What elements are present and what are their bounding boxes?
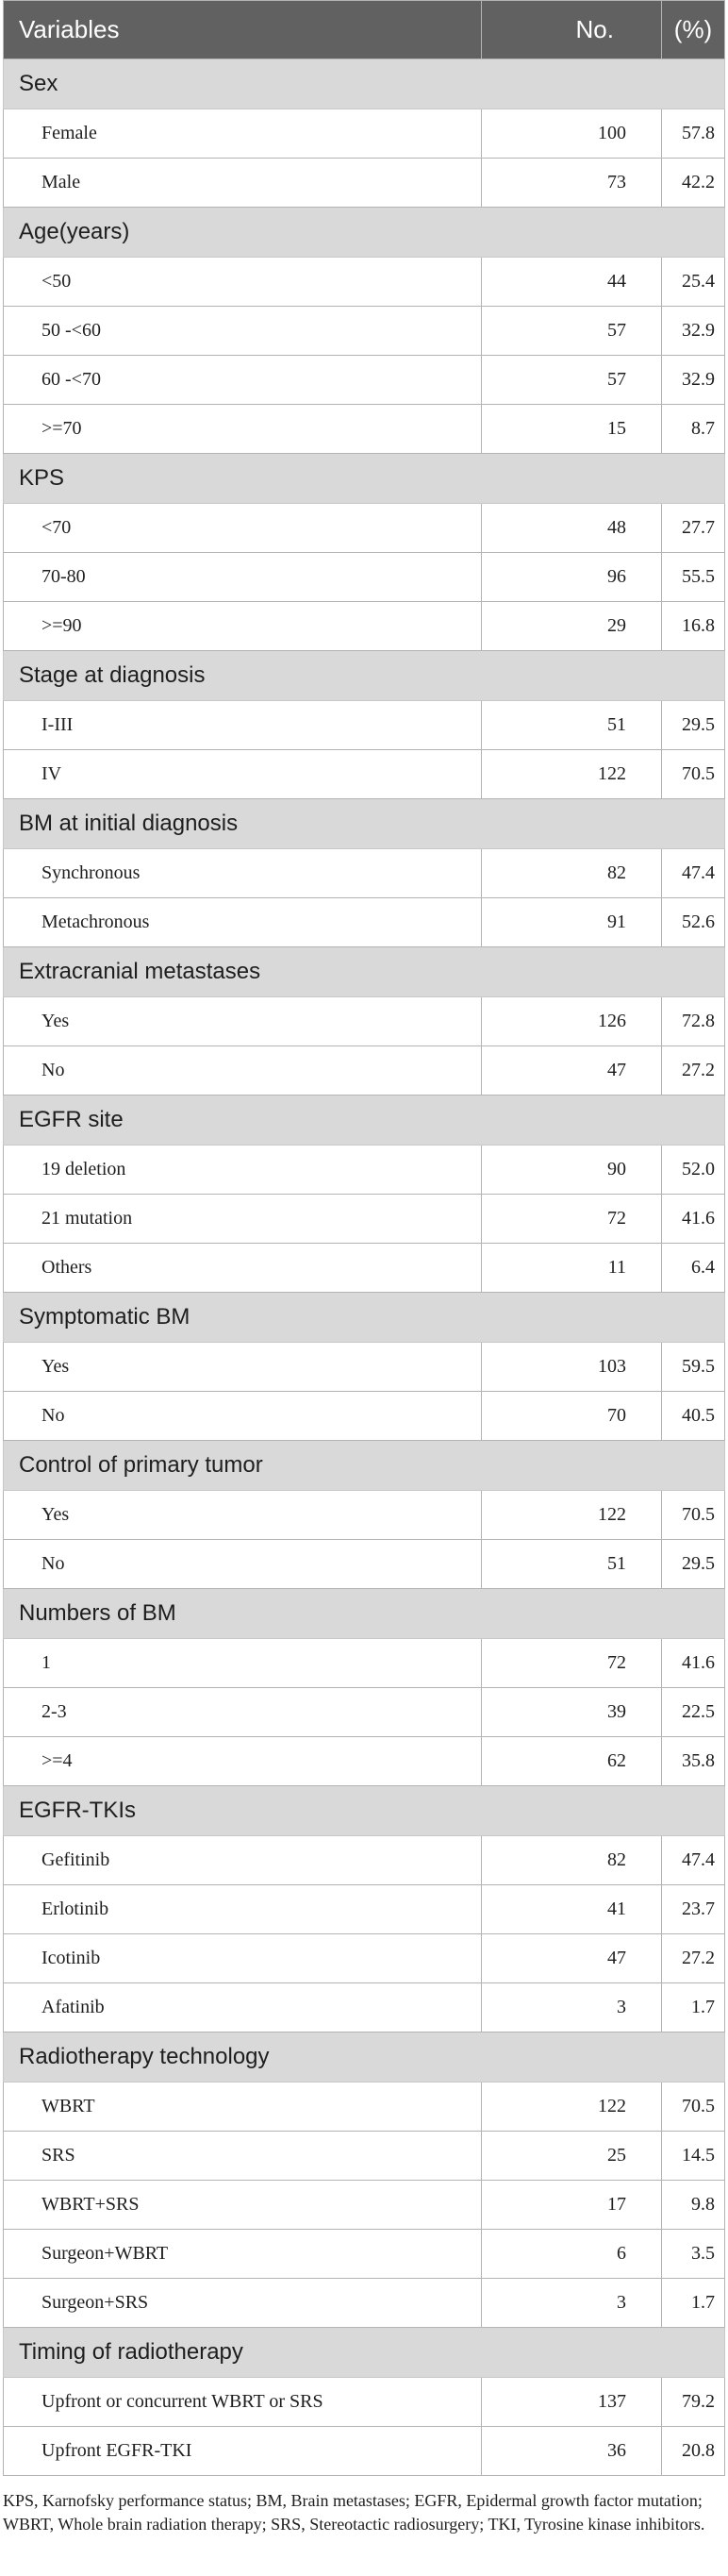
table-row [4, 1491, 725, 1540]
table-row [4, 1343, 725, 1392]
section-header-row [4, 799, 725, 849]
row-percent: 47.4 [662, 1836, 725, 1885]
row-count: 72 [482, 1195, 662, 1244]
row-count: 57 [482, 356, 662, 405]
row-count: 11 [482, 1244, 662, 1293]
data-table-container [3, 0, 724, 2476]
row-percent: 32.9 [662, 307, 725, 356]
row-count: 90 [482, 1146, 662, 1195]
row-label: Afatinib [4, 1983, 482, 2032]
section-header-row [4, 651, 725, 701]
row-percent: 40.5 [662, 1392, 725, 1441]
row-label: Yes [4, 1491, 482, 1540]
row-label: Others [4, 1244, 482, 1293]
table-row [4, 2279, 725, 2328]
row-percent: 35.8 [662, 1737, 725, 1786]
table-row [4, 553, 725, 602]
row-count: 36 [482, 2427, 662, 2476]
section-title: Radiotherapy technology [4, 2032, 725, 2083]
table-row [4, 849, 725, 898]
table-row [4, 1737, 725, 1786]
row-count: 6 [482, 2230, 662, 2279]
table-row [4, 1046, 725, 1096]
row-percent: 57.8 [662, 109, 725, 159]
table-row [4, 2083, 725, 2132]
section-header-row [4, 208, 725, 258]
table-row [4, 405, 725, 454]
row-count: 82 [482, 1836, 662, 1885]
row-label: I-III [4, 701, 482, 750]
row-percent: 9.8 [662, 2181, 725, 2230]
row-count: 96 [482, 553, 662, 602]
row-count: 122 [482, 750, 662, 799]
row-count: 100 [482, 109, 662, 159]
table-row [4, 2181, 725, 2230]
row-percent: 29.5 [662, 701, 725, 750]
row-count: 126 [482, 997, 662, 1046]
row-label: IV [4, 750, 482, 799]
table-row [4, 2230, 725, 2279]
row-percent: 55.5 [662, 553, 725, 602]
row-count: 51 [482, 1540, 662, 1589]
header-count: No. [482, 1, 662, 59]
row-label: 50 -<60 [4, 307, 482, 356]
section-header-row [4, 1096, 725, 1146]
row-label: Metachronous [4, 898, 482, 947]
row-label: Male [4, 159, 482, 208]
row-count: 44 [482, 258, 662, 307]
table-header-row [4, 1, 725, 59]
row-label: Erlotinib [4, 1885, 482, 1934]
table-row [4, 898, 725, 947]
row-label: 19 deletion [4, 1146, 482, 1195]
row-percent: 1.7 [662, 2279, 725, 2328]
row-percent: 23.7 [662, 1885, 725, 1934]
row-count: 17 [482, 2181, 662, 2230]
row-percent: 3.5 [662, 2230, 725, 2279]
section-title: Sex [4, 59, 725, 109]
row-percent: 70.5 [662, 1491, 725, 1540]
row-percent: 42.2 [662, 159, 725, 208]
row-percent: 14.5 [662, 2132, 725, 2181]
table-row [4, 602, 725, 651]
row-label: Female [4, 109, 482, 159]
section-title: Extracranial metastases [4, 947, 725, 997]
row-label: 1 [4, 1639, 482, 1688]
row-label: 2-3 [4, 1688, 482, 1737]
patient-characteristics-table [3, 0, 725, 2476]
section-header-row [4, 2032, 725, 2083]
table-row [4, 1392, 725, 1441]
section-title: Symptomatic BM [4, 1293, 725, 1343]
row-percent: 25.4 [662, 258, 725, 307]
row-label: WBRT [4, 2083, 482, 2132]
row-percent: 72.8 [662, 997, 725, 1046]
row-label: 21 mutation [4, 1195, 482, 1244]
row-percent: 27.7 [662, 504, 725, 553]
row-label: SRS [4, 2132, 482, 2181]
row-percent: 70.5 [662, 750, 725, 799]
table-row [4, 1540, 725, 1589]
row-count: 47 [482, 1934, 662, 1983]
row-percent: 52.0 [662, 1146, 725, 1195]
row-label: Yes [4, 997, 482, 1046]
row-count: 62 [482, 1737, 662, 1786]
section-title: Numbers of BM [4, 1589, 725, 1639]
row-percent: 27.2 [662, 1046, 725, 1096]
row-label: <70 [4, 504, 482, 553]
row-count: 25 [482, 2132, 662, 2181]
row-percent: 16.8 [662, 602, 725, 651]
row-percent: 32.9 [662, 356, 725, 405]
row-percent: 70.5 [662, 2083, 725, 2132]
row-percent: 52.6 [662, 898, 725, 947]
table-row [4, 504, 725, 553]
table-row [4, 2378, 725, 2427]
row-percent: 20.8 [662, 2427, 725, 2476]
section-title: EGFR site [4, 1096, 725, 1146]
row-count: 3 [482, 1983, 662, 2032]
table-row [4, 1885, 725, 1934]
table-row [4, 159, 725, 208]
table-row [4, 1195, 725, 1244]
row-count: 41 [482, 1885, 662, 1934]
section-header-row [4, 1293, 725, 1343]
row-count: 48 [482, 504, 662, 553]
table-row [4, 356, 725, 405]
row-label: >=90 [4, 602, 482, 651]
row-label: Synchronous [4, 849, 482, 898]
section-header-row [4, 1441, 725, 1491]
row-count: 103 [482, 1343, 662, 1392]
row-label: No [4, 1540, 482, 1589]
row-count: 122 [482, 2083, 662, 2132]
section-header-row [4, 1786, 725, 1836]
row-percent: 41.6 [662, 1639, 725, 1688]
row-percent: 8.7 [662, 405, 725, 454]
section-header-row [4, 947, 725, 997]
section-header-row [4, 59, 725, 109]
table-row [4, 258, 725, 307]
section-title: Stage at diagnosis [4, 651, 725, 701]
row-count: 137 [482, 2378, 662, 2427]
row-label: No [4, 1392, 482, 1441]
row-count: 51 [482, 701, 662, 750]
section-title: Timing of radiotherapy [4, 2328, 725, 2378]
row-label: >=70 [4, 405, 482, 454]
row-percent: 29.5 [662, 1540, 725, 1589]
row-percent: 41.6 [662, 1195, 725, 1244]
row-count: 82 [482, 849, 662, 898]
row-percent: 47.4 [662, 849, 725, 898]
row-count: 39 [482, 1688, 662, 1737]
row-label: Surgeon+SRS [4, 2279, 482, 2328]
row-label: Upfront or concurrent WBRT or SRS [4, 2378, 482, 2427]
row-label: Surgeon+WBRT [4, 2230, 482, 2279]
row-count: 3 [482, 2279, 662, 2328]
section-title: Age(years) [4, 208, 725, 258]
row-label: Yes [4, 1343, 482, 1392]
section-title: BM at initial diagnosis [4, 799, 725, 849]
table-row [4, 1688, 725, 1737]
table-row [4, 1934, 725, 1983]
row-count: 122 [482, 1491, 662, 1540]
table-row [4, 701, 725, 750]
table-row [4, 307, 725, 356]
section-title: Control of primary tumor [4, 1441, 725, 1491]
section-header-row [4, 454, 725, 504]
table-row [4, 750, 725, 799]
row-count: 73 [482, 159, 662, 208]
section-title: EGFR-TKIs [4, 1786, 725, 1836]
row-percent: 22.5 [662, 1688, 725, 1737]
row-label: >=4 [4, 1737, 482, 1786]
table-row [4, 2427, 725, 2476]
table-row [4, 2132, 725, 2181]
row-label: Icotinib [4, 1934, 482, 1983]
row-label: Upfront EGFR-TKI [4, 2427, 482, 2476]
row-percent: 59.5 [662, 1343, 725, 1392]
row-label: 60 -<70 [4, 356, 482, 405]
row-count: 47 [482, 1046, 662, 1096]
row-percent: 6.4 [662, 1244, 725, 1293]
table-row [4, 997, 725, 1046]
row-percent: 1.7 [662, 1983, 725, 2032]
table-row [4, 1146, 725, 1195]
header-percent: (%) [662, 1, 725, 59]
row-count: 15 [482, 405, 662, 454]
row-percent: 27.2 [662, 1934, 725, 1983]
header-variables: Variables [4, 1, 482, 59]
row-count: 29 [482, 602, 662, 651]
table-body [4, 59, 725, 2476]
row-label: Gefitinib [4, 1836, 482, 1885]
table-row [4, 1836, 725, 1885]
table-footnote: KPS, Karnofsky performance status; BM, Brain metastases; EGFR, Epidermal growth factor mutation; WBRT, Whole brain radiation therapy; SRS, Stereotactic radiosurgery; TKI, Tyrosine kinase inhibitors. [3, 2491, 705, 2534]
table-row [4, 109, 725, 159]
section-title: KPS [4, 454, 725, 504]
table-row [4, 1983, 725, 2032]
row-label: WBRT+SRS [4, 2181, 482, 2230]
section-header-row [4, 1589, 725, 1639]
table-row [4, 1244, 725, 1293]
section-header-row [4, 2328, 725, 2378]
row-count: 57 [482, 307, 662, 356]
row-percent: 79.2 [662, 2378, 725, 2427]
table-row [4, 1639, 725, 1688]
row-count: 72 [482, 1639, 662, 1688]
row-count: 91 [482, 898, 662, 947]
row-label: 70-80 [4, 553, 482, 602]
row-count: 70 [482, 1392, 662, 1441]
row-label: <50 [4, 258, 482, 307]
row-label: No [4, 1046, 482, 1096]
